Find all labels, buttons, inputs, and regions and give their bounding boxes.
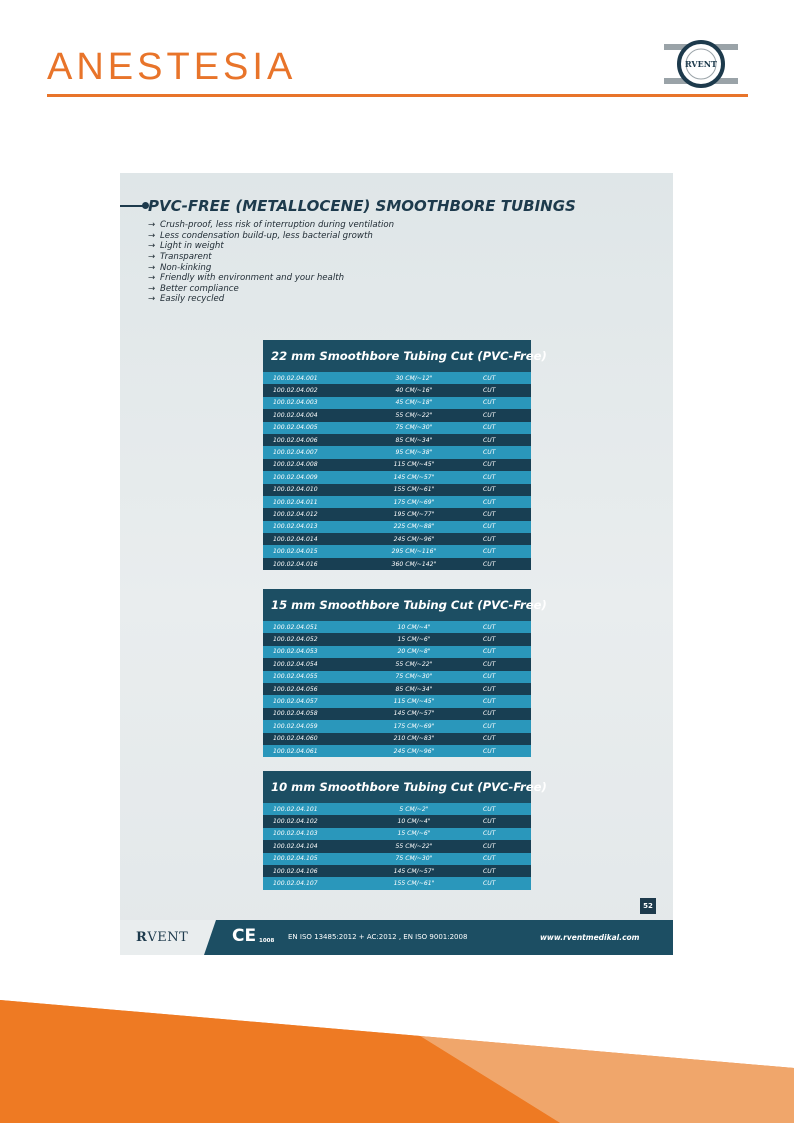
section-title: PVC-FREE (METALLOCENE) SMOOTHBORE TUBINGS (148, 197, 576, 215)
list-item: → Less condensation build-up, less bacterial growth (148, 230, 373, 241)
length-cell: 225 CM/~88" (393, 523, 435, 531)
type-cell: CUT (483, 449, 496, 457)
product-code-cell: 100.02.04.006 (273, 436, 318, 444)
length-cell: 15 CM/~6" (397, 636, 431, 644)
product-code-cell: 100.02.04.055 (273, 673, 318, 681)
type-cell: CUT (483, 636, 496, 644)
header-divider (47, 94, 748, 97)
list-item: → Transparent (148, 252, 212, 263)
table-body (263, 803, 531, 890)
type-cell: CUT (483, 880, 496, 888)
table-row (263, 853, 531, 865)
length-cell: 145 CM/~57" (393, 867, 435, 875)
table-row (263, 521, 531, 533)
type-cell: CUT (483, 867, 496, 875)
table-row (263, 397, 531, 409)
table-row (263, 658, 531, 670)
product-code-cell: 100.02.04.107 (273, 880, 318, 888)
length-cell: 75 CM/~30" (395, 673, 433, 681)
length-cell: 95 CM/~38" (395, 449, 433, 457)
product-code-cell: 100.02.04.001 (273, 374, 318, 382)
length-cell: 245 CM/~96" (393, 535, 435, 543)
table-row (263, 646, 531, 658)
product-code-cell: 100.02.04.002 (273, 387, 318, 395)
length-cell: 245 CM/~96" (393, 747, 435, 755)
product-code-cell: 100.02.04.015 (273, 548, 318, 556)
table-row (263, 545, 531, 557)
type-cell: CUT (483, 387, 496, 395)
table-row (263, 496, 531, 508)
table-row (263, 865, 531, 877)
table-row (263, 840, 531, 852)
table-row (263, 815, 531, 827)
length-cell: 55 CM/~22" (395, 842, 433, 850)
table-row (263, 434, 531, 446)
table-row (263, 671, 531, 683)
type-cell: CUT (483, 399, 496, 407)
product-code-cell: 100.02.04.016 (273, 560, 318, 568)
list-item: → Better compliance (148, 283, 239, 294)
ce-number: 1008 (259, 938, 275, 944)
list-item: → Friendly with environment and your health (148, 273, 345, 284)
product-code-cell: 100.02.04.012 (273, 510, 318, 518)
length-cell: 5 CM/~2" (399, 805, 429, 813)
type-cell: CUT (483, 623, 496, 631)
product-code-cell: 100.02.04.007 (273, 449, 318, 457)
product-code-cell: 100.02.04.011 (273, 498, 318, 506)
product-code-cell: 100.02.04.005 (273, 424, 318, 432)
type-cell: CUT (483, 510, 496, 518)
length-cell: 75 CM/~30" (395, 855, 433, 863)
brochure-footer (120, 920, 673, 955)
ce-mark: CE (232, 926, 257, 946)
type-cell: CUT (483, 855, 496, 863)
type-cell: CUT (483, 830, 496, 838)
feature-list (148, 220, 394, 305)
table-row (263, 745, 531, 757)
brochure-page (120, 173, 673, 955)
table-body (263, 372, 531, 570)
type-cell: CUT (483, 374, 496, 382)
product-code-cell: 100.02.04.053 (273, 648, 318, 656)
length-cell: 40 CM/~16" (395, 387, 433, 395)
type-cell: CUT (483, 548, 496, 556)
table-title: 10 mm Smoothbore Tubing Cut (PVC-Free) (263, 771, 531, 803)
list-item: → Crush-proof, less risk of interruption during ventilation (148, 220, 395, 231)
table-10mm (263, 771, 547, 890)
arrow-icon: → (148, 241, 156, 252)
type-cell: CUT (483, 424, 496, 432)
length-cell: 145 CM/~57" (393, 473, 435, 481)
type-cell: CUT (483, 560, 496, 568)
product-code-cell: 100.02.04.104 (273, 842, 318, 850)
svg-text:RVENT: RVENT (685, 59, 717, 69)
bottom-decoration (0, 1000, 794, 1123)
type-cell: CUT (483, 842, 496, 850)
table-row (263, 828, 531, 840)
arrow-icon: → (148, 294, 156, 305)
product-code-cell: 100.02.04.057 (273, 698, 318, 706)
table-row (263, 877, 531, 889)
length-cell: 10 CM/~4" (397, 623, 431, 631)
product-code-cell: 100.02.04.102 (273, 818, 318, 826)
page-number: 52 (640, 898, 656, 914)
table-row (263, 409, 531, 421)
arrow-icon: → (148, 252, 156, 263)
type-cell: CUT (483, 735, 496, 743)
table-title: 22 mm Smoothbore Tubing Cut (PVC-Free) (263, 340, 531, 372)
product-code-cell: 100.02.04.101 (273, 805, 318, 813)
table-body (263, 621, 531, 757)
product-code-cell: 100.02.04.051 (273, 623, 318, 631)
type-cell: CUT (483, 473, 496, 481)
type-cell: CUT (483, 523, 496, 531)
type-cell: CUT (483, 436, 496, 444)
table-row (263, 683, 531, 695)
table-row (263, 446, 531, 458)
table-row (263, 459, 531, 471)
table-row (263, 633, 531, 645)
table-row (263, 695, 531, 707)
product-code-cell: 100.02.04.054 (273, 660, 318, 668)
table-title: 15 mm Smoothbore Tubing Cut (PVC-Free) (263, 589, 531, 621)
product-code-cell: 100.02.04.059 (273, 722, 318, 730)
table-row (263, 484, 531, 496)
length-cell: 30 CM/~12" (395, 374, 433, 382)
type-cell: CUT (483, 673, 496, 681)
product-code-cell: 100.02.04.014 (273, 535, 318, 543)
table-row (263, 533, 531, 545)
type-cell: CUT (483, 747, 496, 755)
table-row (263, 508, 531, 520)
length-cell: 295 CM/~116" (391, 548, 437, 556)
length-cell: 360 CM/~142" (391, 560, 437, 568)
page-title: ANESTESIA (47, 46, 297, 88)
arrow-icon: → (148, 273, 156, 284)
product-code-cell: 100.02.04.061 (273, 747, 318, 755)
product-code-cell: 100.02.04.010 (273, 486, 318, 494)
type-cell: CUT (483, 660, 496, 668)
type-cell: CUT (483, 818, 496, 826)
length-cell: 175 CM/~69" (393, 498, 435, 506)
table-22mm (263, 340, 547, 570)
product-code-cell: 100.02.04.106 (273, 867, 318, 875)
table-row (263, 471, 531, 483)
product-code-cell: 100.02.04.013 (273, 523, 318, 531)
company-logo (664, 36, 738, 92)
table-row (263, 384, 531, 396)
product-code-cell: 100.02.04.004 (273, 411, 318, 419)
length-cell: 20 CM/~8" (397, 648, 431, 656)
footer-logo: RVENT (136, 930, 189, 945)
arrow-icon: → (148, 230, 156, 241)
table-row (263, 803, 531, 815)
type-cell: CUT (483, 710, 496, 718)
type-cell: CUT (483, 461, 496, 469)
type-cell: CUT (483, 698, 496, 706)
iso-standards: EN ISO 13485:2012 + AC:2012 , EN ISO 9001:2008 (288, 933, 468, 941)
list-item: → Non-kinking (148, 262, 212, 273)
website-link[interactable]: www.rventmedikal.com (540, 933, 640, 942)
length-cell: 210 CM/~83" (393, 735, 435, 743)
product-code-cell: 100.02.04.008 (273, 461, 318, 469)
length-cell: 85 CM/~34" (395, 436, 433, 444)
table-row (263, 708, 531, 720)
table-row (263, 733, 531, 745)
length-cell: 155 CM/~61" (393, 880, 435, 888)
type-cell: CUT (483, 722, 496, 730)
length-cell: 195 CM/~77" (393, 510, 435, 518)
length-cell: 55 CM/~22" (395, 411, 433, 419)
list-item: → Light in weight (148, 241, 224, 252)
product-code-cell: 100.02.04.056 (273, 685, 318, 693)
type-cell: CUT (483, 805, 496, 813)
arrow-icon: → (148, 262, 156, 273)
product-code-cell: 100.02.04.060 (273, 735, 318, 743)
table-row (263, 720, 531, 732)
length-cell: 175 CM/~69" (393, 722, 435, 730)
product-code-cell: 100.02.04.003 (273, 399, 318, 407)
length-cell: 145 CM/~57" (393, 710, 435, 718)
table-15mm (263, 589, 547, 757)
type-cell: CUT (483, 498, 496, 506)
table-row (263, 422, 531, 434)
product-code-cell: 100.02.04.052 (273, 636, 318, 644)
length-cell: 10 CM/~4" (397, 818, 431, 826)
type-cell: CUT (483, 411, 496, 419)
length-cell: 75 CM/~30" (395, 424, 433, 432)
table-row (263, 558, 531, 570)
type-cell: CUT (483, 685, 496, 693)
arrow-icon: → (148, 283, 156, 294)
product-code-cell: 100.02.04.058 (273, 710, 318, 718)
table-row (263, 372, 531, 384)
arrow-icon: → (148, 220, 156, 231)
table-row (263, 621, 531, 633)
list-item: → Easily recycled (148, 294, 225, 305)
product-code-cell: 100.02.04.103 (273, 830, 318, 838)
type-cell: CUT (483, 648, 496, 656)
length-cell: 155 CM/~61" (393, 486, 435, 494)
length-cell: 55 CM/~22" (395, 660, 433, 668)
length-cell: 115 CM/~45" (393, 461, 435, 469)
type-cell: CUT (483, 535, 496, 543)
length-cell: 115 CM/~45" (393, 698, 435, 706)
type-cell: CUT (483, 486, 496, 494)
length-cell: 85 CM/~34" (395, 685, 433, 693)
product-code-cell: 100.02.04.105 (273, 855, 318, 863)
length-cell: 15 CM/~6" (397, 830, 431, 838)
product-code-cell: 100.02.04.009 (273, 473, 318, 481)
length-cell: 45 CM/~18" (395, 399, 433, 407)
